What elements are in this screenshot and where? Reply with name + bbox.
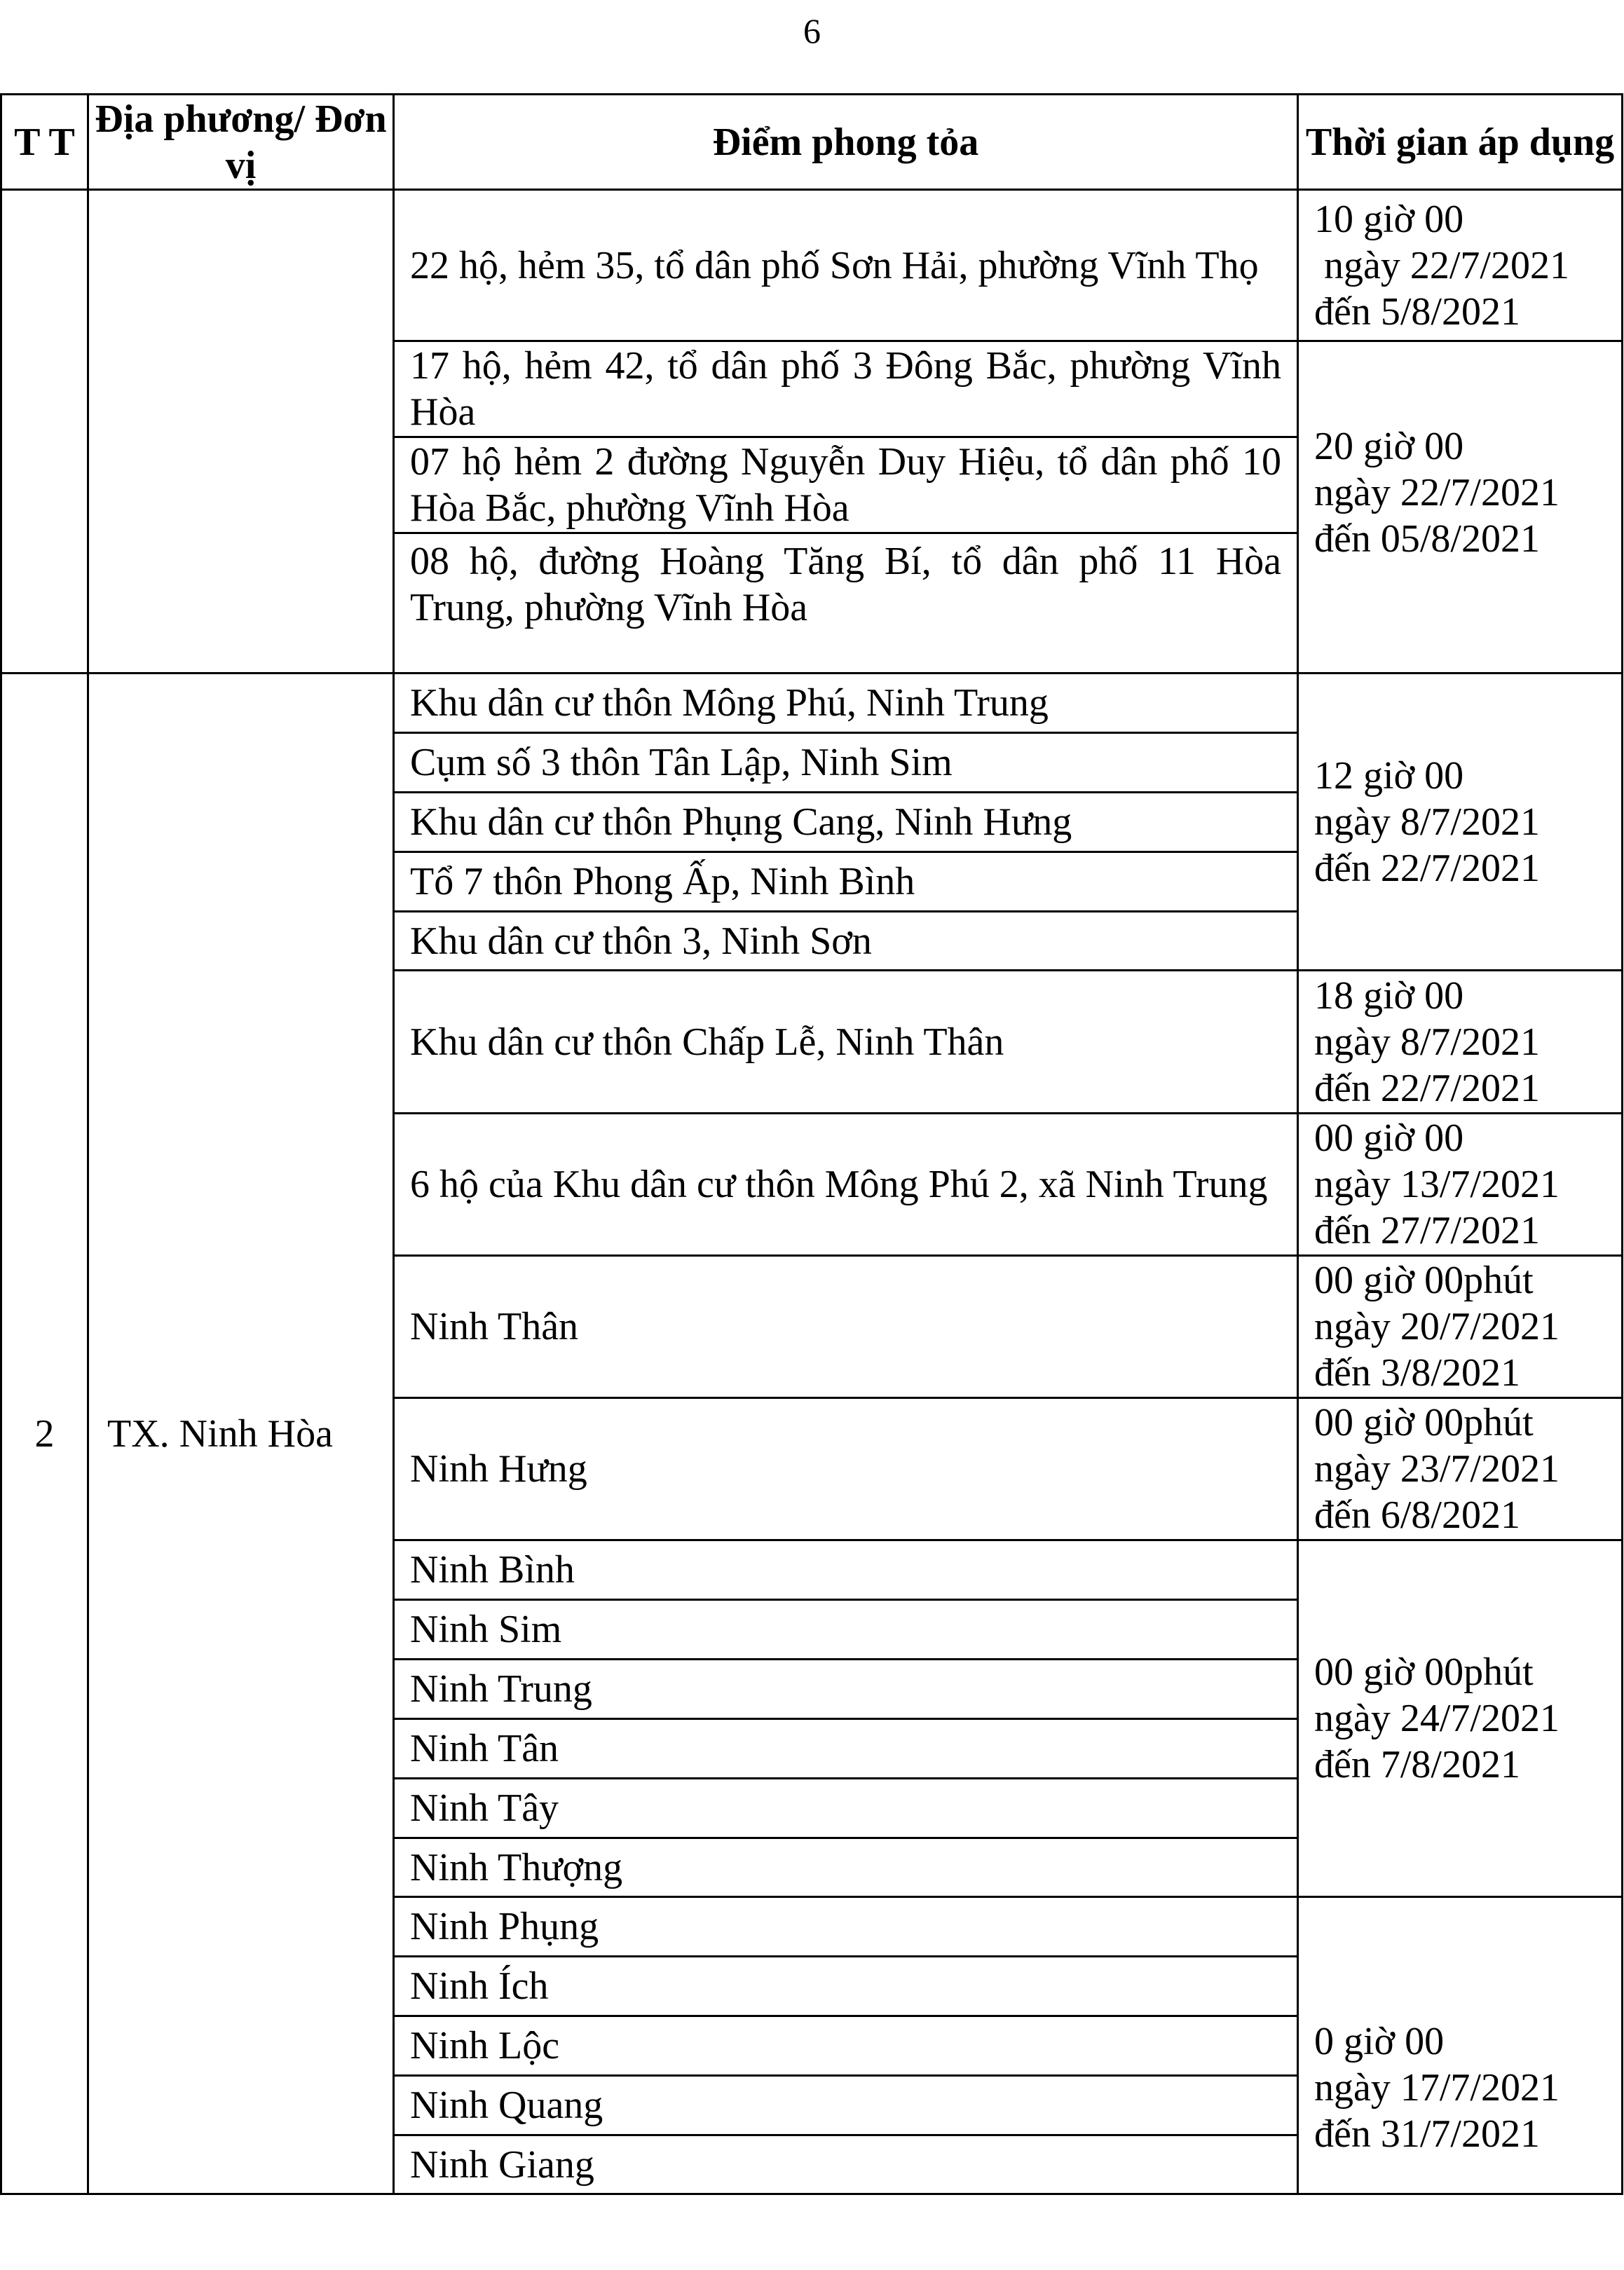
header-row [1,95,1623,190]
location-cell: Ninh Thân [394,1256,1298,1398]
time-line: ngày 22/7/2021 [1324,243,1569,287]
time-line: ngày 17/7/2021 [1314,2065,1560,2110]
time-cell [1298,1398,1623,1540]
header-tt: T T [1,95,88,190]
location-cell: Ninh Thượng [394,1838,1298,1897]
location-cell: 6 hộ của Khu dân cư thôn Mông Phú 2, xã Ninh Trung [394,1114,1298,1256]
time-line: 18 giờ 00 [1314,973,1464,1018]
time-line: ngày 20/7/2021 [1314,1305,1560,1348]
location-cell: Ninh Tây [394,1779,1298,1838]
location-cell: Khu dân cư thôn Phụng Cang, Ninh Hưng [394,793,1298,852]
location-cell: Tổ 7 thôn Phong Ấp, Ninh Bình [394,852,1298,912]
location-cell: Ninh Trung [394,1660,1298,1719]
location-cell: Khu dân cư thôn Chấp Lễ, Ninh Thân [394,971,1298,1114]
location-cell: Cụm số 3 thôn Tân Lập, Ninh Sim [394,733,1298,793]
time-line: 20 giờ 00 [1314,425,1464,468]
time-line: đến 3/8/2021 [1314,1351,1520,1395]
time-cell [1298,1256,1623,1398]
time-line: đến 22/7/2021 [1314,1066,1540,1110]
location-cell: Ninh Bình [394,1540,1298,1600]
lockdown-table [0,93,1623,2195]
time-cell [1298,341,1623,674]
time-cell [1298,1897,1623,2194]
time-line: đến 22/7/2021 [1314,846,1540,890]
group1-unit-cell [88,190,394,674]
group2-unit-cell: TX. Ninh Hòa [88,674,394,2194]
header-time: Thời gian áp dụng [1298,95,1623,190]
location-cell: 07 hộ hẻm 2 đường Nguyễn Duy Hiệu, tổ dân phố 10 Hòa Bắc, phường Vĩnh Hòa [394,437,1298,533]
time-line: đến 31/7/2021 [1314,2112,1540,2156]
table-row [1,674,1623,733]
time-line: ngày 8/7/2021 [1314,800,1540,844]
group1-tt-cell [1,190,88,674]
location-cell: Ninh Quang [394,2076,1298,2135]
group2-tt-cell: 2 [1,674,88,2194]
location-cell: 17 hộ, hẻm 42, tổ dân phố 3 Đông Bắc, phường Vĩnh Hòa [394,341,1298,437]
location-cell: Khu dân cư thôn 3, Ninh Sơn [394,912,1298,971]
location-cell: Ninh Lộc [394,2016,1298,2076]
time-line: ngày 23/7/2021 [1314,1447,1560,1491]
location-cell: 22 hộ, hẻm 35, tổ dân phố Sơn Hải, phường Vĩnh Thọ [394,190,1298,341]
page-number: 6 [803,11,821,50]
time-line: đến 6/8/2021 [1314,1493,1520,1537]
time-line: ngày 24/7/2021 [1314,1697,1560,1740]
location-cell: Ninh Sim [394,1600,1298,1660]
header-location: Điểm phong tỏa [394,95,1298,190]
table-row [1,190,1623,341]
time-line: ngày 22/7/2021 [1314,471,1560,514]
time-line: 00 giờ 00 [1314,1116,1464,1160]
location-cell: 08 hộ, đường Hoàng Tăng Bí, tổ dân phố 11 Hòa Trung, phường Vĩnh Hòa [394,533,1298,674]
time-line: 10 giờ 00 [1314,197,1464,241]
time-line: 0 giờ 00 [1314,2019,1445,2063]
time-line: ngày 8/7/2021 [1314,1020,1540,1064]
time-line: 00 giờ 00phút [1314,1401,1534,1444]
time-line: đến 27/7/2021 [1314,1209,1540,1252]
time-line: 12 giờ 00 [1314,753,1464,798]
location-cell: Ninh Giang [394,2135,1298,2194]
time-cell [1298,674,1623,971]
time-line: ngày 13/7/2021 [1314,1163,1560,1206]
time-cell [1298,1540,1623,1897]
time-line: đến 5/8/2021 [1314,289,1520,334]
location-cell: Ninh Ích [394,1957,1298,2016]
location-cell: Ninh Tân [394,1719,1298,1779]
time-line: 00 giờ 00phút [1314,1650,1534,1694]
time-line: 00 giờ 00phút [1314,1259,1534,1302]
time-cell [1298,1114,1623,1256]
location-cell: Ninh Phụng [394,1897,1298,1957]
location-cell: Ninh Hưng [394,1398,1298,1540]
time-cell [1298,190,1623,341]
header-unit: Địa phương/ Đơn vị [88,95,394,190]
time-cell [1298,971,1623,1114]
location-cell: Khu dân cư thôn Mông Phú, Ninh Trung [394,674,1298,733]
time-line: đến 05/8/2021 [1314,517,1540,561]
time-line: đến 7/8/2021 [1314,1743,1520,1786]
